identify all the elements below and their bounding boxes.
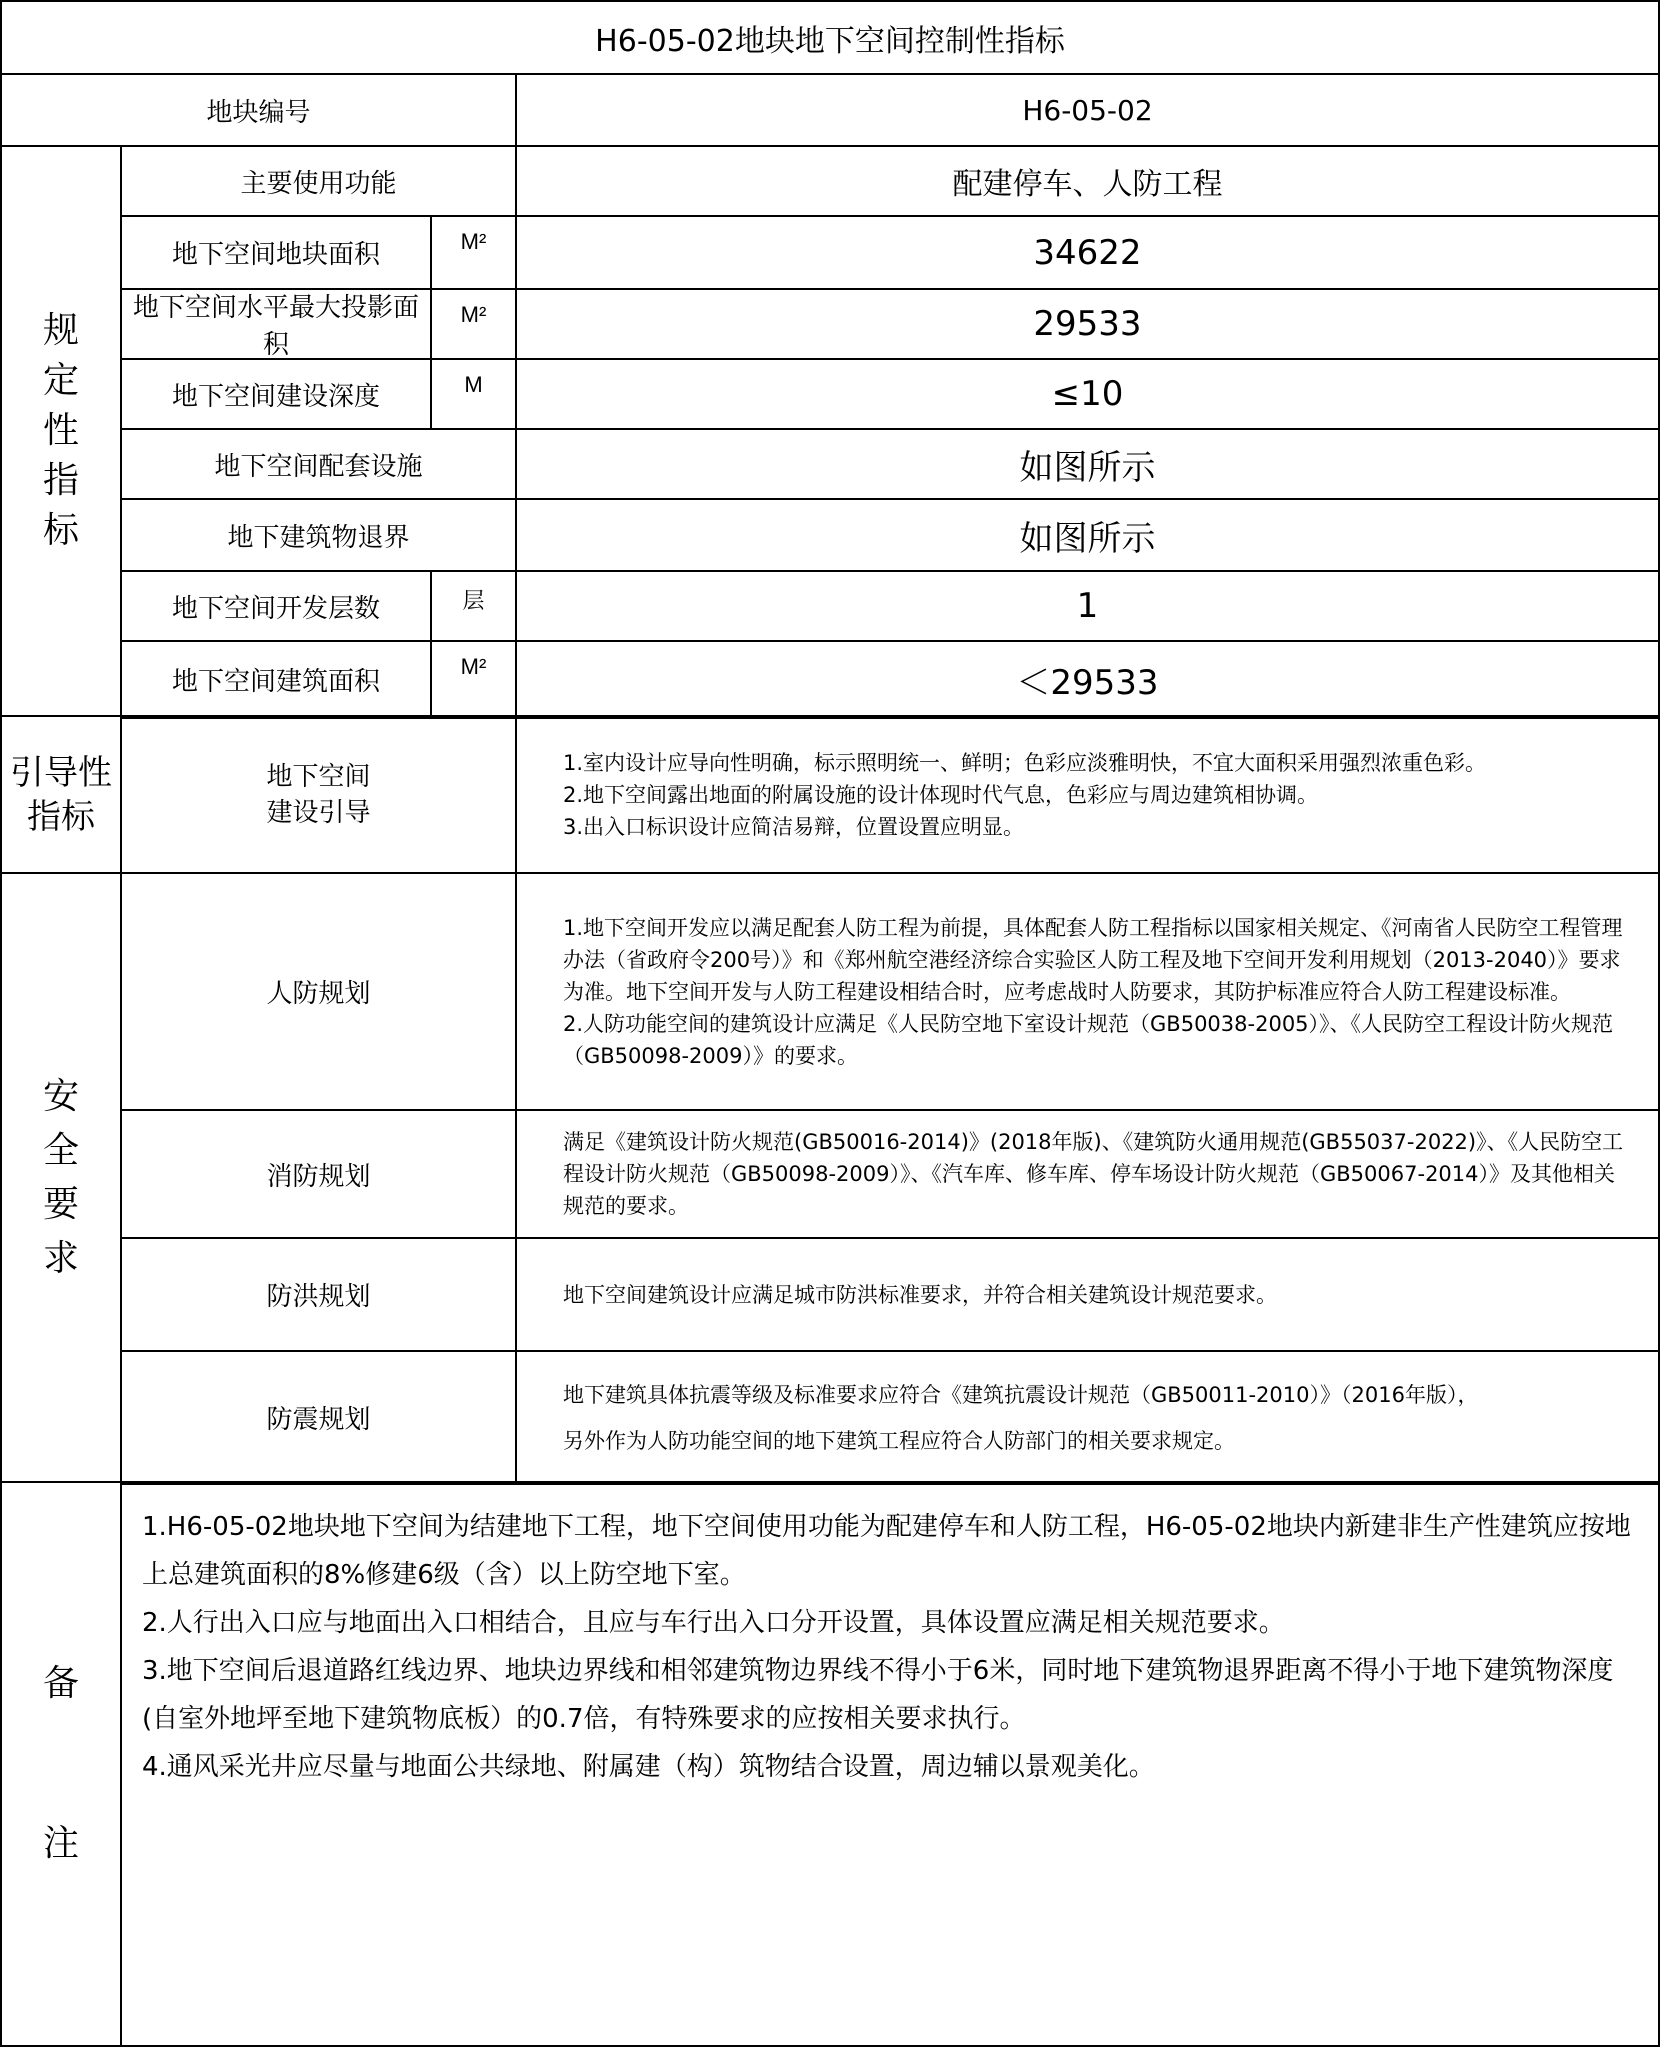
remarks-group-text: 备注	[42, 1663, 79, 1864]
table-title: H6-05-02地块地下空间控制性指标	[0, 0, 1660, 75]
mandatory-row-unit: M²	[430, 640, 517, 719]
mandatory-row-value: 配建停车、人防工程	[515, 145, 1660, 217]
remarks-text	[120, 1481, 1660, 2047]
guidance-text	[515, 715, 1660, 874]
mandatory-row-label: 地下空间地块面积	[120, 215, 432, 290]
guidance-label-line1: 地下空间	[266, 761, 371, 792]
safety-row-label: 消防规划	[120, 1109, 517, 1239]
mandatory-row-unit: M²	[430, 288, 517, 360]
safety-text-paragraph: 2.人防功能空间的建筑设计应满足《人民防空地下室设计规范（GB50038-2005）》、《人民防空工程设计防火规范（GB50098-2009）》的要求。	[563, 1011, 1614, 1068]
guidance-group-label: 引导性指标	[0, 715, 122, 874]
mandatory-row-value: ＜29533	[515, 640, 1660, 719]
remark-item: 2.人行出入口应与地面出入口相结合，且应与车行出入口分开设置，具体设置应满足相关规范要求。	[142, 1608, 1285, 1638]
remarks-group-label	[0, 1481, 122, 2047]
safety-text-paragraph: 另外作为人防功能空间的地下建筑工程应符合人防部门的相关要求规定。	[563, 1428, 1235, 1453]
safety-row-label: 防洪规划	[120, 1237, 517, 1352]
guidance-item: 1.室内设计应导向性明确，标示照明统一、鲜明；色彩应淡雅明快，不宜大面积采用强烈浓重色彩。	[563, 750, 1487, 775]
mandatory-row-unit: M	[430, 358, 517, 430]
safety-text-paragraph: 1.地下空间开发应以满足配套人防工程为前提，具体配套人防工程指标以国家相关规定、《河南省人民防空工程管理办法（省政府令200号）》和《郑州航空港经济综合实验区人防工程及地下空间开发利用规划（2013-2040）》要求为准。地下空间开发与人防工程建设相结合时，应考虑战时人防要求，其防护标准应符合人防工程建设标准。	[563, 915, 1623, 1004]
safety-text-paragraph: 地下空间建筑设计应满足城市防洪标准要求，并符合相关建筑设计规范要求。	[563, 1282, 1277, 1307]
mandatory-row-label: 地下空间开发层数	[120, 570, 432, 642]
mandatory-row-label: 主要使用功能	[120, 145, 517, 217]
remark-item: 1.H6-05-02地块地下空间为结建地下工程，地下空间使用功能为配建停车和人防工程，H6-05-02地块内新建非生产性建筑应按地上总建筑面积的8%修建6级（含）以上防空地下室。	[142, 1512, 1631, 1590]
safety-text-paragraph: 满足《建筑设计防火规范(GB50016-2014)》(2018年版)、《建筑防火通用规范(GB55037-2022)》、《人民防空工程设计防火规范（GB50098-2009）》、《汽车库、修车库、停车场设计防火规范（GB50067-2014）》及其他相关规范的要求。	[563, 1130, 1624, 1218]
mandatory-row-value: 1	[515, 570, 1660, 642]
mandatory-row-label: 地下空间建筑面积	[120, 640, 432, 719]
safety-row-label: 人防规划	[120, 872, 517, 1111]
safety-group-text: 安全要求	[42, 1075, 79, 1279]
plot-number-value: H6-05-02	[515, 73, 1660, 147]
mandatory-row-label: 地下空间配套设施	[120, 428, 517, 500]
guidance-label	[120, 715, 517, 874]
mandatory-row-label: 地下空间水平最大投影面积	[120, 288, 432, 360]
mandatory-row-value: 如图所示	[515, 428, 1660, 500]
safety-row-text	[515, 872, 1660, 1111]
safety-row-text	[515, 1350, 1660, 1485]
guidance-label-line2: 建设引导	[266, 797, 371, 828]
safety-text-paragraph: 地下建筑具体抗震等级及标准要求应符合《建筑抗震设计规范（GB50011-2010）》（2016年版），	[563, 1382, 1479, 1407]
mandatory-group-text: 规定性指标	[42, 310, 79, 551]
safety-row-text	[515, 1109, 1660, 1239]
guidance-item: 3.出入口标识设计应简洁易辩，位置设置应明显。	[563, 814, 1025, 839]
mandatory-row-label: 地下空间建设深度	[120, 358, 432, 430]
mandatory-row-unit: M²	[430, 215, 517, 290]
mandatory-row-value: 34622	[515, 215, 1660, 290]
mandatory-group-label	[0, 145, 122, 717]
mandatory-row-value: ≤10	[515, 358, 1660, 430]
safety-group-label	[0, 872, 122, 1483]
mandatory-row-unit: 层	[430, 570, 517, 642]
remark-item: 3.地下空间后退道路红线边界、地块边界线和相邻建筑物边界线不得小于6米，同时地下建筑物退界距离不得小于地下建筑物深度(自室外地坪至地下建筑物底板）的0.7倍，有特殊要求的应按相关要求执行。	[142, 1656, 1614, 1734]
guidance-item: 2.地下空间露出地面的附属设施的设计体现时代气息，色彩应与周边建筑相协调。	[563, 782, 1319, 807]
safety-row-label: 防震规划	[120, 1350, 517, 1485]
mandatory-row-label: 地下建筑物退界	[120, 498, 517, 572]
mandatory-row-value: 如图所示	[515, 498, 1660, 572]
safety-row-text	[515, 1237, 1660, 1352]
remark-item: 4.通风采光井应尽量与地面公共绿地、附属建（构）筑物结合设置，周边辅以景观美化。	[142, 1752, 1155, 1782]
plot-number-label: 地块编号	[0, 73, 517, 147]
mandatory-row-value: 29533	[515, 288, 1660, 360]
